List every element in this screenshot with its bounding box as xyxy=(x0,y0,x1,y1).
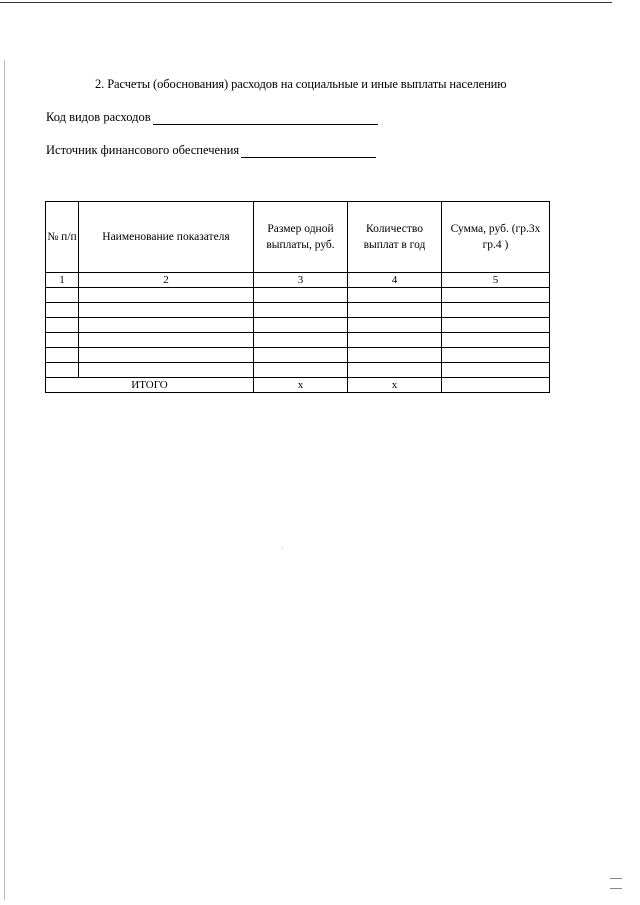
section-heading: 2. Расчеты (обоснования) расходов на социальные и иные выплаты населению xyxy=(95,77,507,91)
column-number: 3 xyxy=(254,273,348,288)
table-cell[interactable] xyxy=(348,303,442,318)
table-cell[interactable] xyxy=(442,288,550,303)
table-cell[interactable] xyxy=(254,363,348,378)
header-number: № п/п xyxy=(46,202,79,273)
table-cell[interactable] xyxy=(348,333,442,348)
scan-mark xyxy=(610,878,622,879)
header-payment-count: Количество выплат в год xyxy=(348,202,442,273)
table-row xyxy=(46,318,550,333)
page-left-edge xyxy=(4,60,5,900)
table-cell[interactable] xyxy=(79,333,254,348)
header-indicator-name: Наименование показателя xyxy=(79,202,254,273)
column-number: 5 xyxy=(442,273,550,288)
table-row xyxy=(46,348,550,363)
expense-code-blank-line[interactable] xyxy=(153,112,378,125)
table-cell[interactable] xyxy=(442,348,550,363)
total-row xyxy=(46,378,550,393)
funding-source-label: Источник финансового обеспечения xyxy=(46,143,240,157)
scan-mark xyxy=(610,888,622,889)
header-sum: Сумма, руб. (гр.3х гр.4 ) xyxy=(442,202,550,273)
funding-source-field xyxy=(46,143,376,158)
table-cell[interactable] xyxy=(348,348,442,363)
table-cell[interactable] xyxy=(254,303,348,318)
table-cell[interactable] xyxy=(46,318,79,333)
calculation-table xyxy=(45,201,550,393)
table-cell[interactable] xyxy=(254,348,348,363)
expense-code-label: Код видов расходов xyxy=(46,110,151,124)
table-cell[interactable] xyxy=(254,318,348,333)
table-cell[interactable] xyxy=(348,363,442,378)
table-header-row xyxy=(46,202,550,273)
total-label: ИТОГО xyxy=(46,378,254,393)
table-cell[interactable] xyxy=(348,288,442,303)
table-cell[interactable] xyxy=(442,318,550,333)
top-border-rule xyxy=(0,2,612,3)
table-cell[interactable] xyxy=(46,363,79,378)
table-cell[interactable] xyxy=(46,333,79,348)
table-cell[interactable] xyxy=(254,333,348,348)
table-cell[interactable] xyxy=(79,348,254,363)
funding-source-blank-line[interactable] xyxy=(241,145,376,158)
table-cell[interactable] xyxy=(442,363,550,378)
table-cell[interactable] xyxy=(79,288,254,303)
table-cell[interactable] xyxy=(79,303,254,318)
header-payment-size: Размер одной выплаты, руб. xyxy=(254,202,348,273)
total-col4-mark: х xyxy=(348,378,442,393)
column-number: 4 xyxy=(348,273,442,288)
column-numbers-row xyxy=(46,273,550,288)
table-row xyxy=(46,303,550,318)
table-row xyxy=(46,288,550,303)
table-cell[interactable] xyxy=(348,318,442,333)
table-cell[interactable] xyxy=(46,288,79,303)
table-cell[interactable] xyxy=(442,303,550,318)
table-cell[interactable] xyxy=(46,348,79,363)
table-row xyxy=(46,333,550,348)
table-cell[interactable] xyxy=(79,363,254,378)
table-cell[interactable] xyxy=(442,333,550,348)
expense-code-field xyxy=(46,110,378,125)
scan-speck xyxy=(282,547,283,548)
total-sum-cell[interactable] xyxy=(442,378,550,393)
table-cell[interactable] xyxy=(254,288,348,303)
column-number: 2 xyxy=(79,273,254,288)
table-cell[interactable] xyxy=(79,318,254,333)
column-number: 1 xyxy=(46,273,79,288)
table-cell[interactable] xyxy=(46,303,79,318)
total-col3-mark: х xyxy=(254,378,348,393)
table-row xyxy=(46,363,550,378)
